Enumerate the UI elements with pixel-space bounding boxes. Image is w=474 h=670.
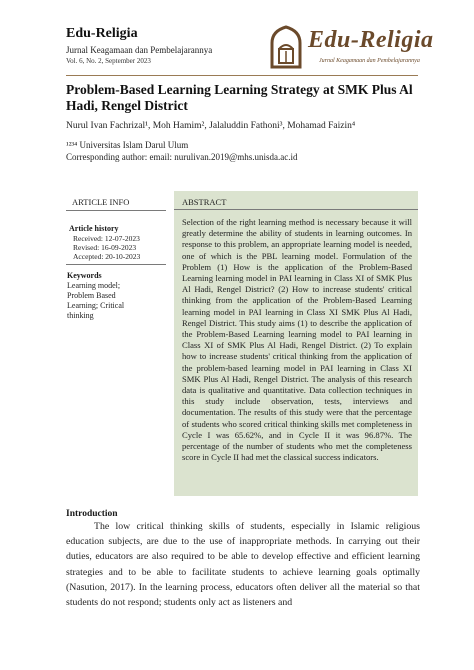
article-info-rule xyxy=(66,210,166,211)
header-rule xyxy=(66,75,418,76)
article-history-heading: Article history xyxy=(69,224,119,233)
journal-logo xyxy=(266,25,434,73)
received-date: Received: 12-07-2023 xyxy=(73,234,140,243)
keyword-line: Learning model; xyxy=(67,281,121,290)
accepted-date: Accepted: 20-10-2023 xyxy=(73,252,141,261)
abstract-text: Selection of the right learning method is necessary because it will greatly determine the ability of students in learning outcomes. In response to this problem, an appropriate learning model is needed, one of which is the PBL learning model. Formulation of the Problem (1) How is the application of the Problem-Based Learning learning model in PAI learning in Class XI of SMK Plus Al Hadi, Rengel District? (2) How to increase students' critical thinking from the application of the Problem-Based Learning learning model in PAI learning in Class XI SMK Plus Al Hadi, Rengel District. This study aims (1) to describe the application of the Problem-Based Learning learning model to PAI learning in Class XI of SMK Plus Al Hadi, Rengel District. (2) To explain how to increase students' critical thinking from the application of the problem-based learning model in PAI learning in Class XI SMK Plus Al Hadi, Rengel District. The analysis of this research data is qualitative and quantitative. Data collection techniques in this study include observation, tests, interviews and documentation. The results of this study were that the percentage of students who scored critical thinking skills met completeness in Cycle I was 65.62%, and in Cycle II it was 96.87%. The percentage of the number of students who met the completeness score in Cycle II had met the classical success indicators. xyxy=(182,217,412,463)
author-list: Nurul Ivan Fachrizal¹, Moh Hamim², Jalaluddin Fathoni³, Mohamad Faizin⁴ xyxy=(66,121,356,131)
keyword-line: Problem Based xyxy=(67,291,116,300)
corresponding-author: Corresponding author: email: nurulivan.2019@mhs.unisda.ac.id xyxy=(66,152,298,162)
paper-title: Problem-Based Learning Learning Strategy at SMK Plus Al Hadi, Rengel District xyxy=(66,82,413,113)
article-info-heading-wrap xyxy=(66,191,166,207)
mosque-icon xyxy=(266,25,306,69)
abstract-rule xyxy=(174,209,418,210)
keyword-line: Learning; Critical xyxy=(67,301,125,310)
abstract-heading: ABSTRACT xyxy=(182,197,227,207)
article-info-heading: ARTICLE INFO xyxy=(72,197,130,207)
logo-tagline: Jurnal Keagamaan dan Pembelajarannya xyxy=(319,58,420,64)
journal-subtitle: Jurnal Keagamaan dan Pembelajarannya xyxy=(66,45,213,55)
revised-date: Revised: 16-09-2023 xyxy=(73,243,137,252)
journal-volume: Vol. 6, No. 2, September 2023 xyxy=(66,57,151,65)
keywords-heading: Keywords xyxy=(67,271,102,280)
logo-wordmark: Edu-Religia xyxy=(308,27,434,53)
journal-header xyxy=(66,26,434,74)
introduction-heading: Introduction xyxy=(66,509,118,519)
affiliation: ¹²³⁴ Universitas Islam Darul Ulum xyxy=(66,140,189,150)
history-rule xyxy=(66,264,166,265)
journal-name: Edu-Religia xyxy=(66,26,138,41)
introduction-text: The low critical thinking skills of students, especially in Islamic religious education subjects, are due to the use of inappropriate methods. In carrying out their duties, educators are also required to be able to develop effective and efficient learning strategies and to be able to facilitate students to achieve learning goals optimally (Nasution, 2017). In the learning process, educators often deliver all the material so that students do not respond; students only act as listeners and xyxy=(66,521,420,609)
keyword-line: thinking xyxy=(67,311,94,320)
